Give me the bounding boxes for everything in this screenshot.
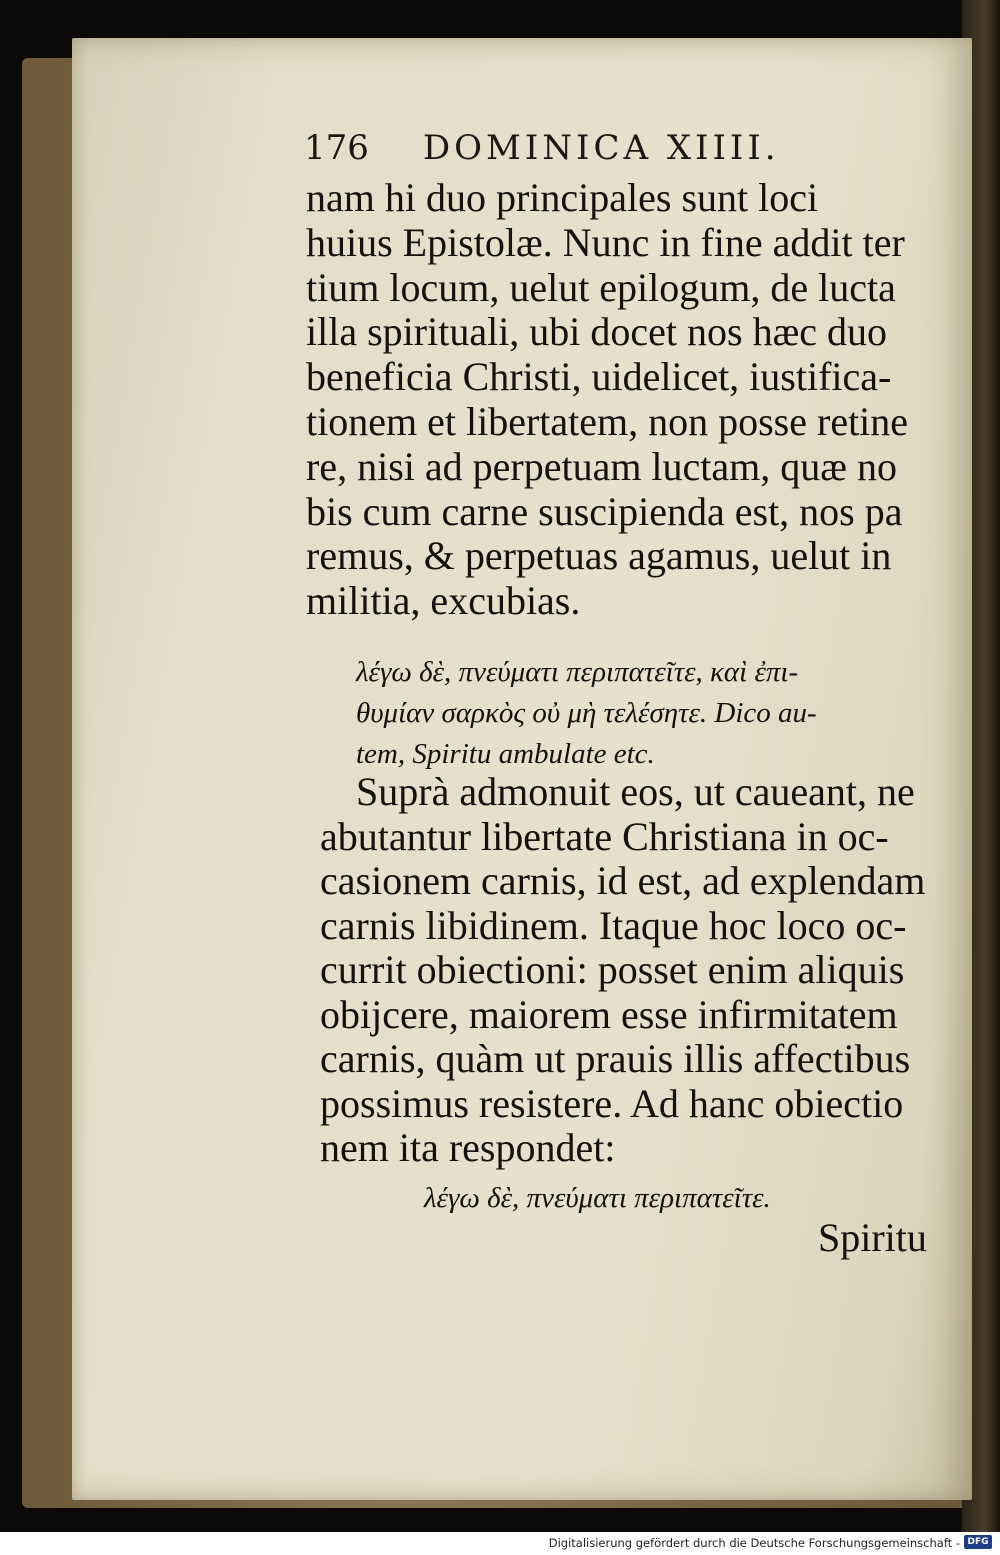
text-line: remus, & perpetuas agamus, uelut in [306, 533, 892, 579]
text-line: carnis, quàm ut prauis illis affectibus [320, 1036, 911, 1081]
text-line: obijcere, maiorem esse infirmitatem [320, 991, 898, 1037]
quote-line: tem, Spiritu ambulate etc. [356, 738, 655, 770]
running-head [304, 128, 780, 168]
text-line: casionem carnis, id est, ad explendam [320, 858, 926, 903]
text-line: nam hi duo principales sunt loci [306, 175, 819, 220]
text-line: carnis libidinem. Itaque hoc loco oc- [320, 902, 907, 948]
text-line: Suprà admonuit eos, ut caueant, ne [356, 769, 915, 814]
paragraph-2 [320, 770, 925, 1171]
text-line: possimus resistere. Ad hanc obiectio [320, 1080, 904, 1126]
paragraph-1 [306, 176, 908, 624]
quote-line: θυμίαν σαρκὸς οὐ μὴ τελέσητε. Dico au- [356, 697, 817, 729]
greek-quote-1 [356, 652, 817, 775]
greek-quote-2: λέγω δὲ, πνεύματι περιπατεῖτε. [424, 1182, 771, 1214]
text-line: tium locum, uelut epilogum, de lucta [306, 264, 896, 310]
text-line: currit obiectioni: posset enim aliquis [320, 947, 905, 992]
text-line: tionem et libertatem, non posse retine [306, 398, 909, 444]
catchword: Spiritu [818, 1215, 927, 1260]
text-line: beneficia Christi, uidelicet, iustifica- [306, 354, 892, 400]
dfg-logo-icon[interactable]: DFG [964, 1535, 992, 1549]
quote-line: λέγω δὲ, πνεύματι περιπατεῖτε, καὶ ἐπι- [356, 656, 799, 688]
text-line: bis cum carne suscipienda est, nos pa [306, 488, 903, 534]
text-line: huius Epistolæ. Nunc in fine addit ter [306, 219, 905, 265]
text-line: abutantur libertate Christiana in oc- [320, 813, 889, 859]
text-line: re, nisi ad perpetuam luctam, quæ no [306, 443, 897, 489]
text-line: militia, excubias. [306, 578, 581, 624]
text-line: nem ita respondet: [320, 1125, 616, 1170]
running-head-title: DOMINICA XIIII. [422, 128, 780, 168]
text-line: illa spirituali, ubi docet nos hæc duo [306, 309, 888, 355]
page-number: 176 [304, 128, 369, 168]
footer-credit: Digitalisierung gefördert durch die Deutsche Forschungsgemeinschaft - [548, 1536, 960, 1550]
